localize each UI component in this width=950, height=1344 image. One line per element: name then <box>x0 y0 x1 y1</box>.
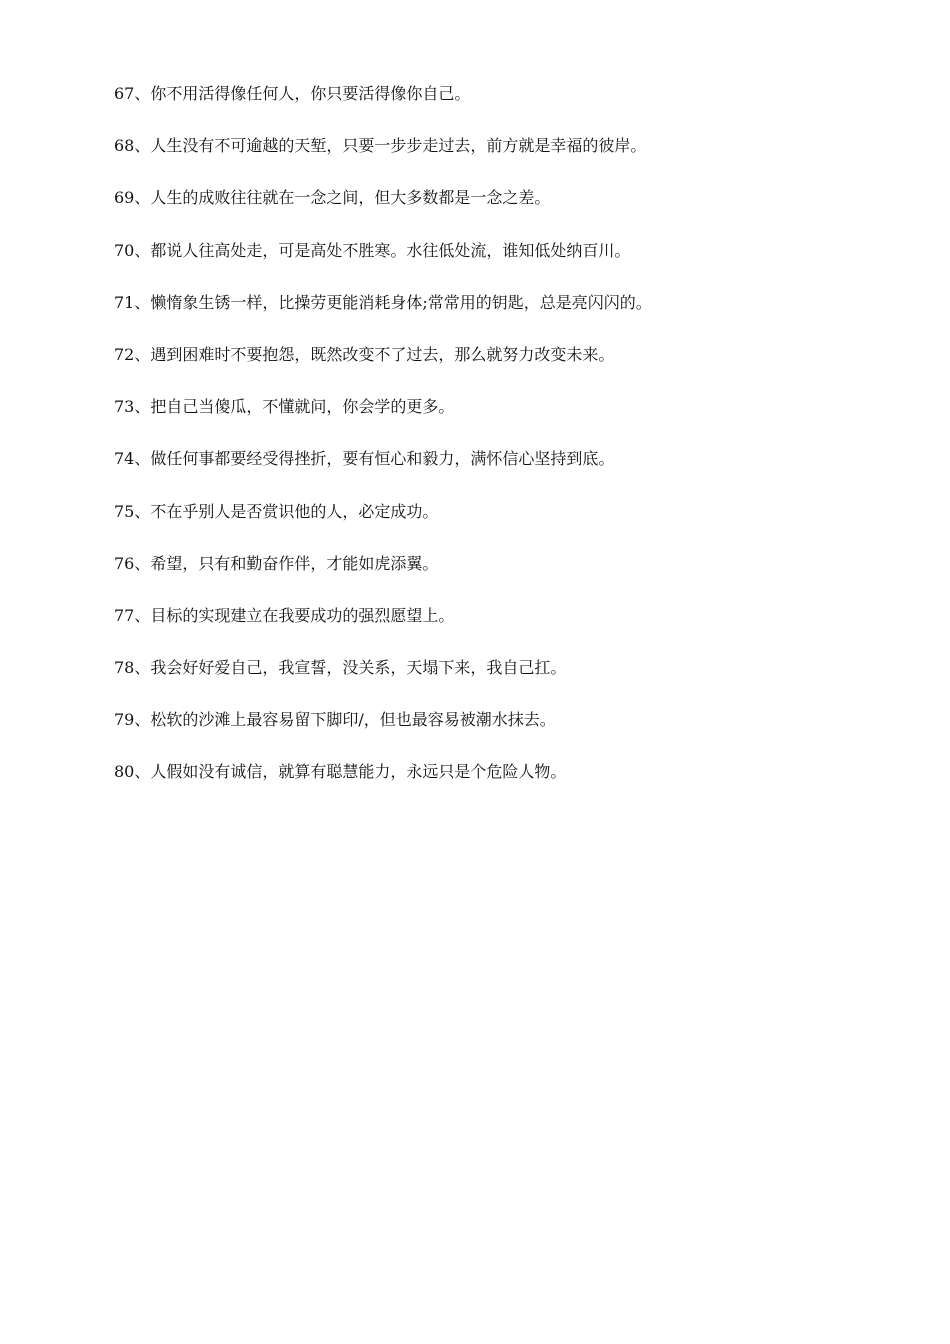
quote-77: 77、目标的实现建立在我要成功的强烈愿望上。 <box>114 605 455 625</box>
quote-71: 71、懒惰象生锈一样，比操劳更能消耗身体;常常用的钥匙，总是亮闪闪的。 <box>114 292 652 312</box>
quote-79: 79、松软的沙滩上最容易留下脚印/，但也最容易被潮水抹去。 <box>114 710 556 730</box>
quote-list <box>114 82 914 813</box>
quote-67: 67、你不用活得像任何人，你只要活得像你自己。 <box>114 84 471 103</box>
quote-80: 80、人假如没有诚信，就算有聪慧能力，永远只是个危险人物。 <box>114 762 567 782</box>
quote-70: 70、都说人往高处走，可是高处不胜寒。水往低处流，谁知低处纳百川。 <box>114 240 631 260</box>
quote-73: 73、把自己当傻瓜，不懂就问，你会学的更多。 <box>114 397 455 417</box>
quote-72: 72、遇到困难时不要抱怨，既然改变不了过去，那么就努力改变未来。 <box>114 344 615 364</box>
quote-75: 75、不在乎别人是否赏识他的人，必定成功。 <box>114 501 439 521</box>
quote-74: 74、做任何事都要经受得挫折，要有恒心和毅力，满怀信心坚持到底。 <box>114 449 615 469</box>
quote-69: 69、人生的成败往往就在一念之间，但大多数都是一念之差。 <box>114 188 551 208</box>
quote-68: 68、人生没有不可逾越的天堑，只要一步步走过去，前方就是幸福的彼岸。 <box>114 136 647 156</box>
quote-78: 78、我会好好爱自己，我宣誓，没关系，天塌下来，我自己扛。 <box>114 658 567 678</box>
quote-76: 76、希望，只有和勤奋作伴，才能如虎添翼。 <box>114 553 439 573</box>
